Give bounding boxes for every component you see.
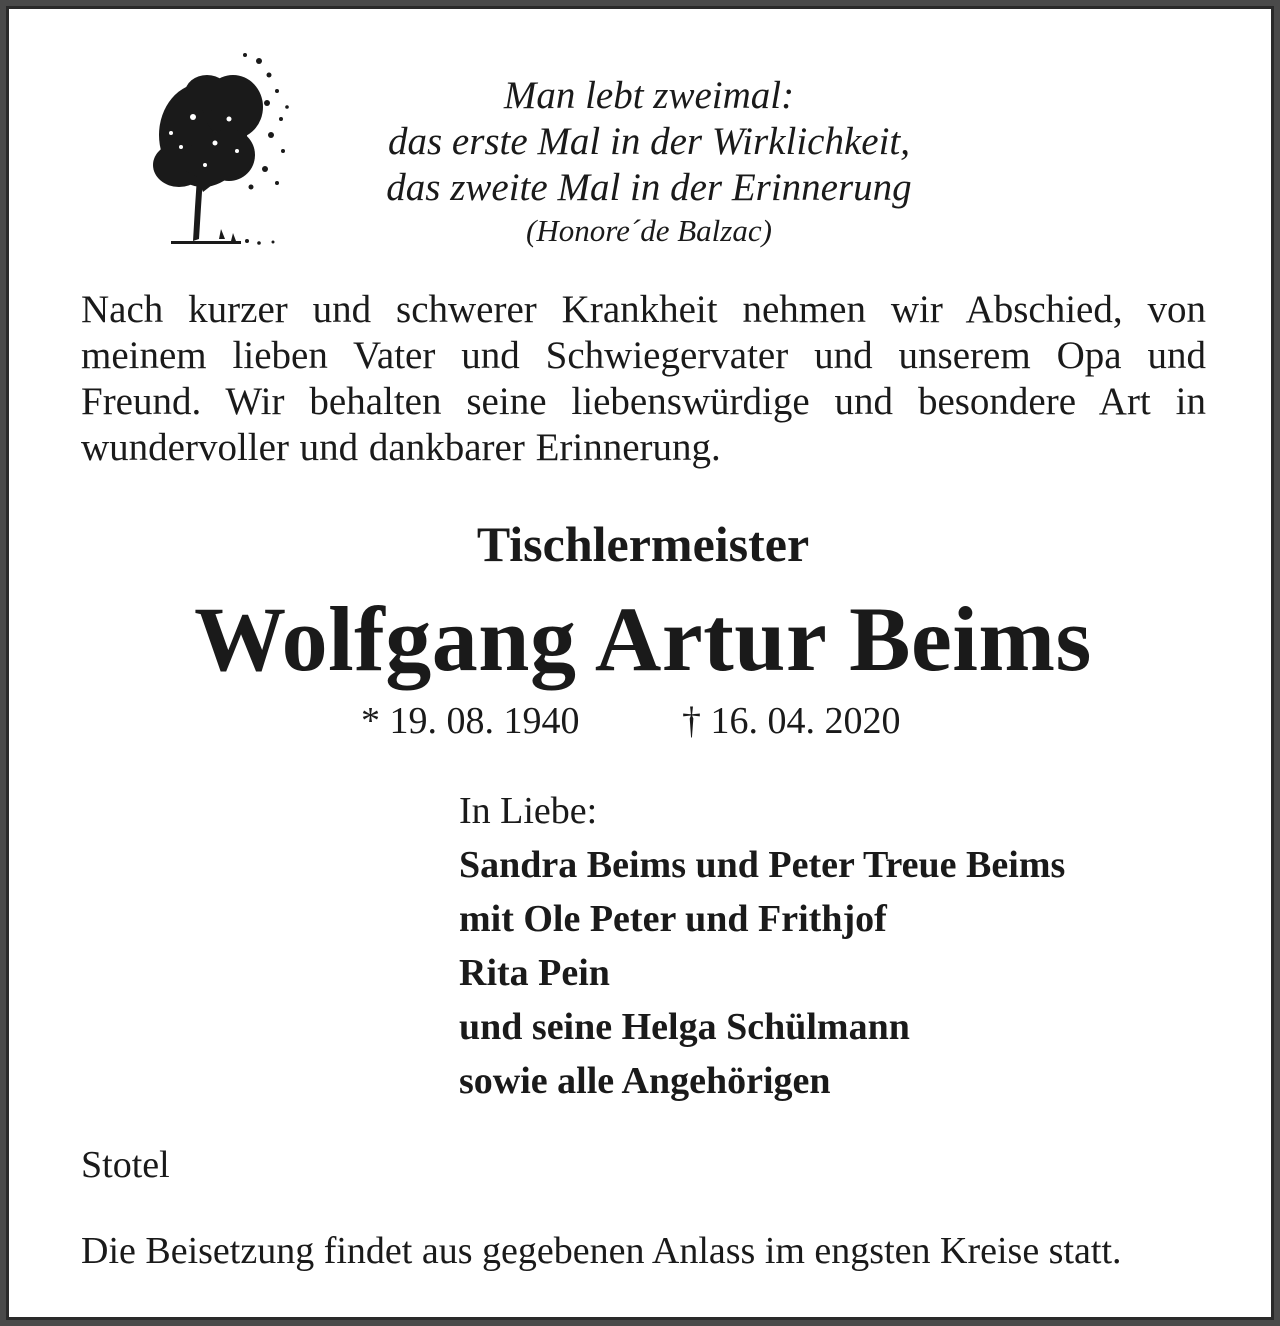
intro-paragraph: Nach kurzer und schwerer Krankheit nehmen wir Abschied, von meinem lieben Vater und Schwiegervater und unserem Opa und Freund. Wir behalten seine liebenswürdige und besondere Art in wundervoller und dankbarer Erinnerung. <box>81 288 1206 469</box>
mourners-block <box>459 785 1219 1108</box>
place-name: Stotel <box>81 1144 170 1186</box>
mourner-line: Sandra Beims und Peter Treue Beims <box>459 844 1066 886</box>
tree-icon <box>141 47 291 253</box>
mourner-line: und seine Helga Schülmann <box>459 1006 910 1048</box>
quote-author: (Honore´de Balzac) <box>526 213 772 248</box>
deceased-title: Tischlermeister <box>476 516 810 572</box>
mourners-lead: In Liebe: <box>459 790 598 832</box>
mourner-line: sowie alle Angehörigen <box>459 1060 831 1102</box>
quote-line: das erste Mal in der Wirklichkeit, <box>387 120 911 163</box>
quote-line: das zweite Mal in der Erinnerung <box>386 166 912 209</box>
mourner-line: mit Ole Peter und Frithjof <box>459 898 887 940</box>
death-date: † 16. 04. 2020 <box>682 700 901 742</box>
deceased-name: Wolfgang Artur Beims <box>194 588 1092 690</box>
funeral-note: Die Beisetzung findet aus gegebenen Anlass im engsten Kreise statt. <box>81 1230 1122 1272</box>
quote-line: Man lebt zweimal: <box>503 74 795 117</box>
mourner-line: Rita Pein <box>459 952 610 994</box>
epigraph-quote <box>329 73 969 251</box>
obituary-notice <box>6 6 1274 1320</box>
birth-date: * 19. 08. 1940 <box>361 700 580 742</box>
